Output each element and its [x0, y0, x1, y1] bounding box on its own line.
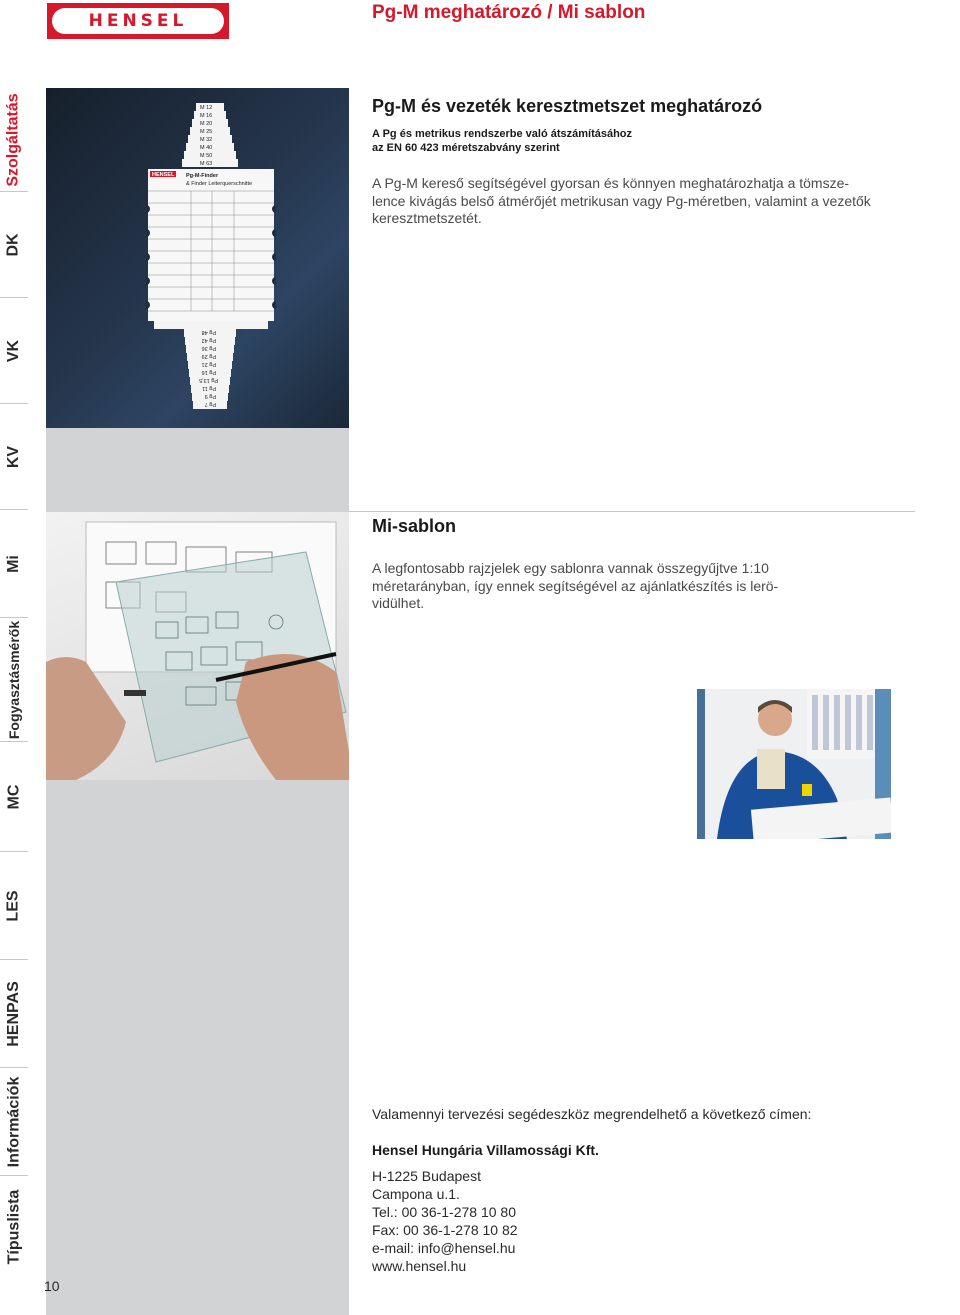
fax: Fax: 00 36-1-278 10 82	[372, 1222, 518, 1238]
worker-photo	[697, 689, 891, 839]
page-number: 10	[44, 1278, 60, 1294]
tab-szolgaltatas[interactable]: Szolgáltatás	[0, 88, 28, 192]
svg-text:Pg 16: Pg 16	[201, 369, 216, 375]
worker-illustration	[697, 689, 891, 839]
tab-dk[interactable]: DK	[0, 192, 28, 298]
side-tab-strip	[0, 88, 28, 1278]
svg-text:M 16: M 16	[200, 113, 213, 119]
svg-text:Pg 13,5: Pg 13,5	[199, 377, 218, 383]
page-title: Pg-M meghatározó / Mi sablon	[372, 2, 646, 23]
tab-fogyasztasmerok[interactable]: Fogyasztásmérők	[0, 618, 28, 742]
svg-text:M 20: M 20	[200, 121, 213, 127]
tab-kv[interactable]: KV	[0, 404, 28, 510]
svg-text:Pg 11: Pg 11	[202, 385, 216, 391]
tab-tipuslista[interactable]: Típuslista	[5, 1189, 22, 1265]
svg-text:M 32: M 32	[200, 137, 213, 143]
phone: Tel.: 00 36-1-278 10 80	[372, 1204, 516, 1220]
tab-mi[interactable]: Mi	[0, 510, 28, 618]
hensel-logo	[47, 3, 229, 39]
address-line-1: H-1225 Budapest	[372, 1168, 481, 1184]
pg-m-finder-photo	[46, 88, 349, 428]
svg-text:Pg-M-Finder: Pg-M-Finder	[186, 173, 219, 179]
tab-henpas[interactable]: HENPAS	[0, 960, 28, 1068]
section1-body: A Pg-M kereső segítségével gyorsan és könnyen meghatározhatja a tömsze- lence kivágás belső átmérőjét metrikusan vagy Pg-méretben, valamint a vezetők keresztmetszetét.	[372, 175, 871, 226]
section1-subtitle: A Pg és metrikus rendszerbe való átszámításához az EN 60 423 méretszabvány szerint	[372, 128, 633, 154]
mi-template-illustration	[46, 512, 349, 780]
svg-text:HENSEL: HENSEL	[152, 172, 175, 178]
section2-body: A legfontosabb rajzjelek egy sablonra vannak összegyűjtve 1:10 méretarányban, így ennek segítségével az ajánlatkészítés is lerö- vidülhet.	[372, 560, 779, 611]
logo-text: HENSEL	[88, 11, 188, 31]
section2-title: Mi-sablon	[372, 516, 456, 536]
email-link[interactable]: e-mail: info@hensel.hu	[372, 1240, 516, 1256]
svg-text:M 50: M 50	[200, 153, 213, 159]
contact-address	[372, 1167, 518, 1275]
contact-intro: Valamennyi tervezési segédeszköz megrendelhető a következő címen:	[372, 1106, 812, 1122]
tab-vk[interactable]: VK	[0, 298, 28, 404]
svg-text:Pg 42: Pg 42	[201, 337, 216, 343]
svg-text:Pg 21: Pg 21	[201, 361, 216, 367]
section1-title: Pg-M és vezeték keresztmetszet meghatározó	[372, 96, 763, 116]
website-link[interactable]: www.hensel.hu	[372, 1258, 467, 1274]
tab-mc[interactable]: MC	[0, 742, 28, 852]
tab-informaciok[interactable]: Információk	[0, 1068, 28, 1176]
address-line-2: Campona u.1.	[372, 1186, 460, 1202]
tab-les[interactable]: LES	[0, 852, 28, 960]
svg-text:Pg 9: Pg 9	[204, 393, 216, 399]
svg-text:& Finder Leiterquerschnitte: & Finder Leiterquerschnitte	[186, 181, 253, 187]
svg-text:Pg 36: Pg 36	[201, 345, 216, 351]
mi-template-photo	[46, 512, 349, 780]
pg-m-finder-template	[146, 103, 276, 413]
svg-text:M 25: M 25	[200, 129, 213, 135]
company-name: Hensel Hungária Villamossági Kft.	[372, 1142, 599, 1158]
section-divider	[349, 511, 915, 512]
svg-text:M 40: M 40	[200, 145, 213, 151]
svg-text:M 12: M 12	[200, 105, 213, 111]
svg-text:M 63: M 63	[200, 161, 213, 167]
svg-text:Pg 7: Pg 7	[204, 401, 216, 407]
svg-text:Pg 48: Pg 48	[201, 329, 216, 335]
svg-text:Pg 29: Pg 29	[201, 353, 216, 359]
